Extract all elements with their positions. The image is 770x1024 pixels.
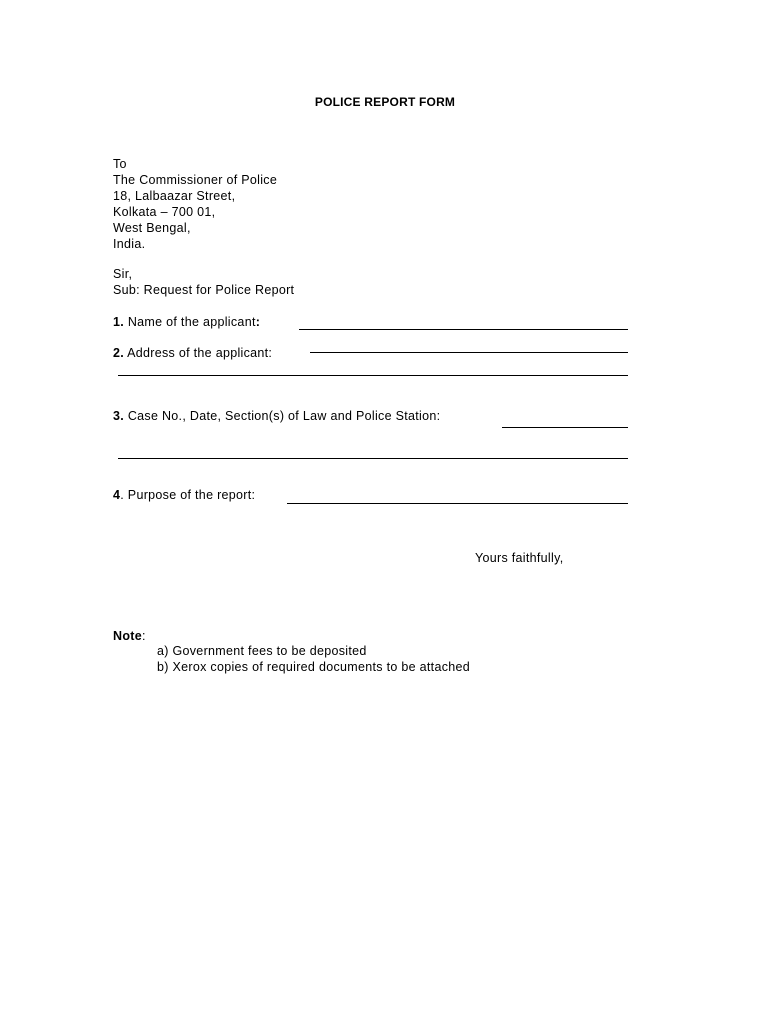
field-case-label: [113, 408, 440, 424]
field-4-text: . Purpose of the report:: [120, 488, 256, 502]
field-1-colon: :: [255, 315, 261, 329]
case-details-input-line-2[interactable]: [118, 458, 628, 459]
field-2-number: 2.: [113, 346, 125, 360]
page-title: POLICE REPORT FORM: [314, 95, 456, 109]
note-item-b: b) Xerox copies of required documents to be attached: [157, 660, 470, 674]
applicant-name-input-line[interactable]: [299, 329, 628, 330]
field-2-text: Address of the applicant:: [127, 346, 273, 360]
field-1-text: Name of the applicant: [127, 315, 256, 329]
address-line-1: The Commissioner of Police: [113, 173, 278, 187]
applicant-address-input-line-2[interactable]: [118, 375, 628, 376]
note-label: Note: [113, 629, 142, 643]
case-details-input-line[interactable]: [502, 427, 628, 428]
field-3-number: 3.: [113, 409, 125, 423]
address-line-3: Kolkata – 700 01,: [113, 205, 216, 219]
field-name-label: [113, 314, 260, 330]
closing-text: Yours faithfully,: [475, 551, 564, 565]
field-3-text: Case No., Date, Section(s) of Law and Police Station:: [127, 409, 441, 423]
address-line-2: 18, Lalbaazar Street,: [113, 189, 236, 203]
field-address-label: [113, 345, 272, 361]
address-line-5: India.: [113, 237, 146, 251]
note-item-a: a) Government fees to be deposited: [157, 644, 367, 658]
address-line-4: West Bengal,: [113, 221, 191, 235]
note-heading: [113, 628, 146, 644]
field-1-number: 1.: [113, 315, 125, 329]
salutation: Sir,: [113, 267, 133, 281]
purpose-input-line[interactable]: [287, 503, 628, 504]
subject-line: Sub: Request for Police Report: [113, 283, 295, 297]
field-4-number: 4: [113, 488, 121, 502]
address-to: To: [113, 157, 127, 171]
field-purpose-label: [113, 487, 255, 503]
note-colon: :: [141, 629, 146, 643]
applicant-address-input-line[interactable]: [310, 352, 628, 353]
